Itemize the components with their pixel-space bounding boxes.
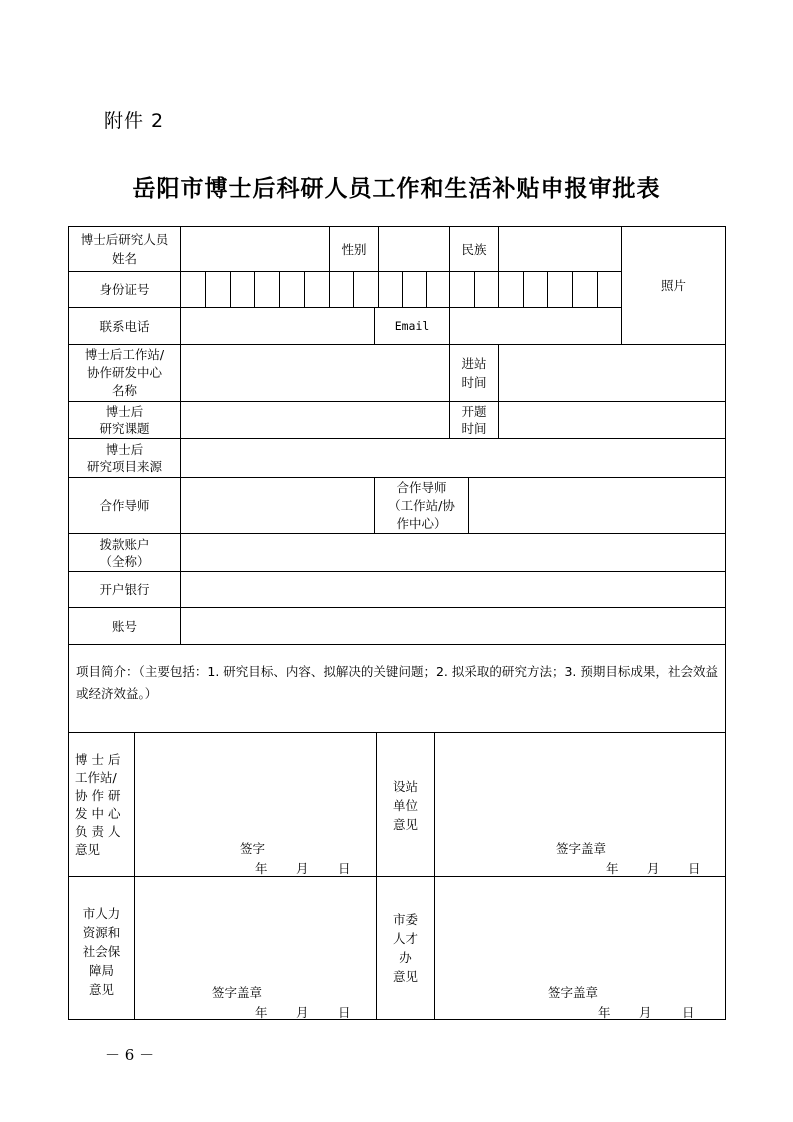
station-head-sign: 签字 [240,841,266,856]
station-head-day: 日 [338,861,351,876]
bank-label: 开户银行 [99,582,150,597]
page-number: － 6 － [105,1046,155,1064]
talent-office-day: 日 [682,1005,695,1020]
unit-day: 日 [688,861,701,876]
project-source-label: 博士后 研究项目来源 [86,442,162,474]
hr-bureau-year: 年 [255,1005,268,1020]
gender-field[interactable] [379,227,449,271]
station-name-label: 博士后工作站/ 协作研发中心 名称 [84,347,165,398]
email-label: Email [394,318,430,333]
station-name-field[interactable] [181,345,449,401]
station-head-year: 年 [255,861,268,876]
bank-field[interactable] [181,572,725,607]
account-number-field[interactable] [181,608,725,644]
account-name-label: 拨款账户 （全称） [99,536,150,569]
ethnicity-label: 民族 [461,241,487,257]
project-source-field[interactable] [181,439,725,477]
hr-bureau-opinion-label: 市人力 资源和 社会保 障局 意见 [82,906,121,997]
researcher-name-label: 博士后研究人员 姓名 [80,232,169,266]
research-topic-label: 博士后 研究课题 [99,404,150,436]
opening-time-field[interactable] [499,402,725,438]
mentor-label: 合作导师 [99,498,150,513]
station-mentor-label: 合作导师 （工作站/协 作中心） [388,479,455,531]
id-number-label: 身份证号 [99,282,150,297]
project-intro-field[interactable] [69,700,725,731]
researcher-name-field[interactable] [181,227,329,271]
id-number-cells[interactable] [181,272,621,307]
email-field[interactable] [450,308,621,344]
mentor-field[interactable] [181,478,374,533]
entry-time-label: 进站 时间 [461,356,487,390]
opening-time-label: 开题 时间 [461,404,487,436]
unit-month: 月 [647,861,660,876]
station-head-opinion-label: 博 士 后 工作站/ 协 作 研 发 中 心 负 责 人 意见 [75,751,121,857]
project-intro-text: 项目简介：（主要包括：1. 研究目标、内容、拟解决的关键问题；2. 拟采取的研究方法；3. 预期目标成果，社会效益或经济效益。） [76,664,718,701]
station-head-month: 月 [296,861,309,876]
talent-office-month: 月 [639,1005,652,1020]
gender-label: 性别 [341,241,367,257]
photo-box[interactable]: 照片 [660,278,686,293]
form-title: 岳阳市博士后科研人员工作和生活补贴申报审批表 [132,175,661,202]
account-number-label: 账号 [111,618,137,634]
attachment-label: 附件 2 [104,110,165,132]
hr-bureau-day: 日 [338,1005,351,1020]
research-topic-field[interactable] [181,402,449,438]
account-name-field[interactable] [181,534,725,571]
entry-time-field[interactable] [499,345,725,401]
talent-office-sign-seal: 签字盖章 [548,985,599,1000]
hr-bureau-month: 月 [296,1005,309,1020]
phone-label: 联系电话 [99,318,150,334]
unit-sign-seal: 签字盖章 [556,841,607,856]
talent-office-year: 年 [598,1005,611,1020]
ethnicity-field[interactable] [499,227,621,271]
unit-opinion-label: 设站 单位 意见 [392,779,418,832]
station-mentor-field[interactable] [469,478,725,533]
phone-field[interactable] [181,308,374,344]
hr-bureau-sign-seal: 签字盖章 [212,985,263,1000]
unit-year: 年 [606,861,619,876]
talent-office-opinion-label: 市委 人才 办 意见 [392,912,418,984]
